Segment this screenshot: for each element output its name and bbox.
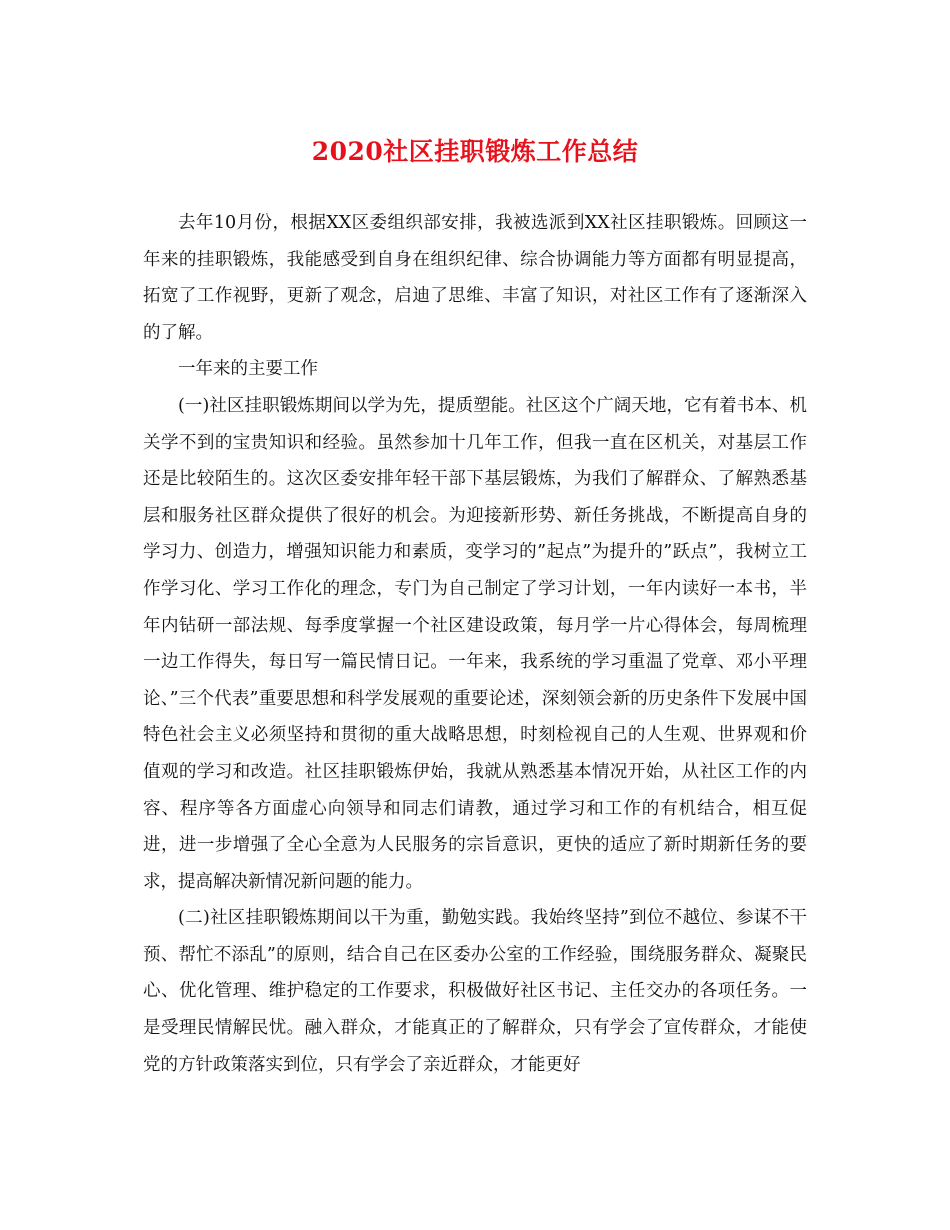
- document-title: 2020社区挂职锻炼工作总结: [311, 137, 639, 166]
- paragraph-intro: 去年10月份，根据XX区委组织部安排，我被选派到XX社区挂职锻炼。回顾这一年来的挂职锻炼，我能感受到自身在组织纪律、综合协调能力等方面都有明显提高，拓宽了工作视野，更新了观念，启迪了思维、丰富了知识，对社区工作有了逐渐深入的了解。: [143, 213, 807, 343]
- paragraph-section-2: (二)社区挂职锻炼期间以干为重，勤勉实践。我始终坚持”到位不越位、参谋不干预、帮忙不添乱”的原则，结合自己在区委办公室的工作经验，围绕服务群众、凝聚民心、优化管理、维护稳定的工作要求，积极做好社区书记、主任交办的各项任务。一是受理民情解民忧。融入群众，才能真正的了解群众，只有学会了宣传群众，才能使党的方针政策落实到位，只有学会了亲近群众，才能更好: [143, 908, 807, 1075]
- document-body: [143, 205, 807, 1083]
- paragraph-section-1: (一)社区挂职锻炼期间以学为先，提质塑能。社区这个广阔天地，它有着书本、机关学不到的宝贵知识和经验。虽然参加十几年工作，但我一直在区机关，对基层工作还是比较陌生的。这次区委安排年轻干部下基层锻炼，为我们了解群众、了解熟悉基层和服务社区群众提供了很好的机会。为迎接新形势、新任务挑战，不断提高自身的学习力、创造力，增强知识能力和素质，变学习的”起点”为提升的”跃点”，我树立工作学习化、学习工作化的理念，专门为自己制定了学习计划，一年内读好一本书，半年内钻研一部法规、每季度掌握一个社区建设政策，每月学一片心得体会，每周梳理一边工作得失，每日写一篇民情日记。一年来，我系统的学习重温了党章、邓小平理论、”三个代表”重要思想和科学发展观的重要论述，深刻领会新的历史条件下发展中国特色社会主义必须坚持和贯彻的重大战略思想，时刻检视自己的人生观、世界观和价值观的学习和改造。社区挂职锻炼伊始，我就从熟悉基本情况开始，从社区工作的内容、程序等各方面虚心向领导和同志们请教，通过学习和工作的有机结合，相互促进，进一步增强了全心全意为人民服务的宗旨意识，更快的适应了新时期新任务的要求，提高解决新情况新问题的能力。: [143, 395, 807, 892]
- section-heading: 一年来的主要工作: [178, 359, 318, 380]
